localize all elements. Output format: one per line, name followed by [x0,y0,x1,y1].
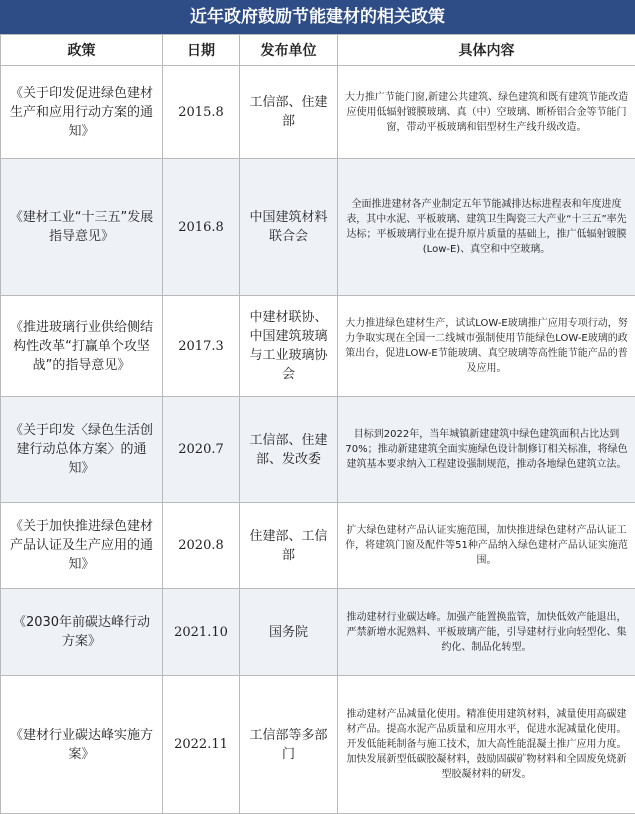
table-row [1,66,635,159]
date-cell: 2020.7 [163,397,240,503]
table-row [1,589,635,676]
publisher-cell: 中建材联协、中国建筑玻璃与工业玻璃协会 [240,296,338,397]
content-cell: 大力推广节能门窗,新建公共建筑、绿色建筑和既有建筑节能改造应使用低辐射镀膜玻璃、真（中）空玻璃、断桥铝合金等节能门窗，带动平板玻璃和铝型材生产线升级改造。 [338,66,635,159]
policy-name-cell: 《关于印发〈绿色生活创建行动总体方案〉的通知》 [1,397,163,503]
date-cell: 2015.8 [163,66,240,159]
publisher-cell: 中国建筑材料联合会 [240,159,338,296]
date-cell: 2017.3 [163,296,240,397]
table-header-row [1,35,635,66]
date-cell: 2021.10 [163,589,240,676]
policy-name-cell: 《建材行业碳达峰实施方案》 [1,676,163,814]
content-cell: 扩大绿色建材产品认证实施范围，加快推进绿色建材产品认证工作，将建筑门窗及配件等51种产品纳入绿色建材产品认证实施范围。 [338,503,635,589]
publisher-cell: 住建部、工信部 [240,503,338,589]
table-row [1,296,635,397]
date-cell: 2016.8 [163,159,240,296]
policy-table [0,34,635,814]
publisher-cell: 工信部、住建部 [240,66,338,159]
content-cell: 目标到2022年，当年城镇新建建筑中绿色建筑面积占比达到70%；推动新建建筑全面实施绿色设计制修订相关标准，将绿色建筑基本要求纳入工程建设强制规范，推动各地绿色建筑立法。 [338,397,635,503]
date-cell: 2022.11 [163,676,240,814]
header-date: 日期 [163,35,240,66]
header-policy: 政策 [1,35,163,66]
policy-name-cell: 《2030年前碳达峰行动方案》 [1,589,163,676]
publisher-cell: 工信部、住建部、发改委 [240,397,338,503]
page-title: 近年政府鼓励节能建材的相关政策 [0,0,635,34]
content-cell: 全面推进建材各产业制定五年节能减排达标进程表和年度进度表，其中水泥、平板玻璃、建筑卫生陶瓷三大产业“十三五”率先达标；平板玻璃行业在提升原片质量的基础上，推广低辐射镀膜(Low-E)、真空和中空玻璃。 [338,159,635,296]
header-content: 具体内容 [338,35,635,66]
date-cell: 2020.8 [163,503,240,589]
policy-name-cell: 《建材工业“十三五”发展指导意见》 [1,159,163,296]
content-cell: 推动建材行业碳达峰。加强产能置换监管，加快低效产能退出，严禁新增水泥熟料、平板玻璃产能，引导建材行业向轻型化、集约化、制品化转型。 [338,589,635,676]
table-row [1,397,635,503]
content-cell: 大力推进绿色建材生产，试试LOW-E玻璃推广应用专项行动，努力争取实现在全国一二线城市强制使用节能绿色LOW-E玻璃的政策出台，促进LOW-E节能玻璃、真空玻璃等高性能节能产品的普及应用。 [338,296,635,397]
publisher-cell: 工信部等多部门 [240,676,338,814]
publisher-cell: 国务院 [240,589,338,676]
policy-name-cell: 《推进玻璃行业供给侧结构性改革“打赢单个攻坚战”的指导意见》 [1,296,163,397]
table-row [1,503,635,589]
table-row [1,159,635,296]
content-cell: 推动建材产品减量化使用。精准使用建筑材料，减量使用高碳建材产品。提高水泥产品质量和应用水平，促进水泥减量化使用。开发低能耗制备与施工技术，加大高性能混凝土推广应用力度。加快发展新型低碳胶凝材料，鼓励固碳矿物材料和全固废免烧新型胶凝材料的研发。 [338,676,635,814]
policy-name-cell: 《关于加快推进绿色建材产品认证及生产应用的通知》 [1,503,163,589]
header-publisher: 发布单位 [240,35,338,66]
table-row [1,676,635,814]
policy-name-cell: 《关于印发促进绿色建材生产和应用行动方案的通知》 [1,66,163,159]
